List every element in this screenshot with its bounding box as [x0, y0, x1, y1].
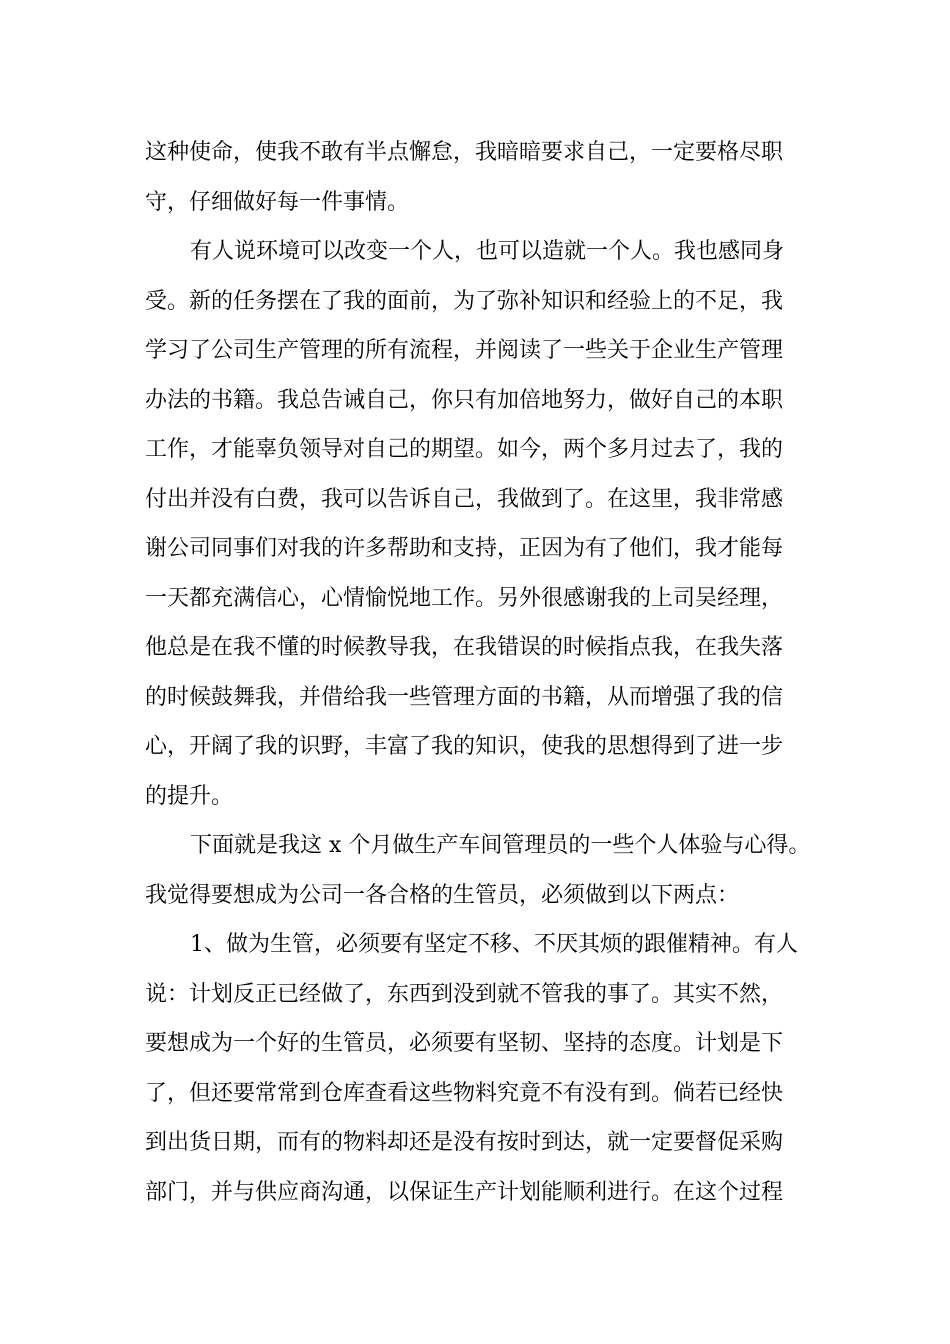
text-line: 办法的书籍。我总告诫自己，你只有加倍地努力，做好自己的本职 [145, 388, 784, 413]
text-line: 的时候鼓舞我，并借给我一些管理方面的书籍，从而增强了我的信 [145, 685, 784, 710]
text-line: 部门，并与供应商沟通，以保证生产计划能顺利进行。在这个过程 [145, 1180, 784, 1205]
text-line: 一天都充满信心，心情愉悦地工作。另外很感谢我的上司吴经理， [145, 586, 784, 611]
text-line: 这种使命，使我不敢有半点懈怠，我暗暗要求自己，一定要格尽职 [145, 140, 784, 165]
text-line: 到出货日期，而有的物料却还是没有按时到达，就一定要督促采购 [145, 1130, 784, 1155]
text-line: 他总是在我不懂的时候教导我，在我错误的时候指点我，在我失落 [145, 635, 784, 660]
text-line: 工作，才能辜负领导对自己的期望。如今，两个多月过去了，我的 [145, 437, 784, 462]
text-line: 受。新的任务摆在了我的面前，为了弥补知识和经验上的不足，我 [145, 289, 784, 314]
text-line: 守，仔细做好每一件事情。 [145, 190, 410, 215]
text-line: 要想成为一个好的生管员，必须要有坚韧、坚持的态度。计划是下 [145, 1031, 784, 1056]
paragraph-start-line: 1、做为生管，必须要有坚定不移、不厌其烦的跟催精神。有人 [190, 932, 798, 957]
text-line: 了，但还要常常到仓库查看这些物料究竟不有没有到。倘若已经快 [145, 1081, 784, 1106]
text-line: 心，开阔了我的识野，丰富了我的知识，使我的思想得到了进一步 [145, 734, 784, 759]
text-line: 说：计划反正已经做了，东西到没到就不管我的事了。其实不然， [145, 982, 784, 1007]
text-line: 谢公司同事们对我的许多帮助和支持，正因为有了他们，我才能每 [145, 536, 784, 561]
paragraph-start-line: 有人说环境可以改变一个人，也可以造就一个人。我也感同身 [190, 239, 785, 264]
text-line: 我觉得要想成为公司一各合格的生管员，必须做到以下两点： [145, 883, 740, 908]
paragraph-start-line: 下面就是我这 x 个月做生产车间管理员的一些个人体验与心得。 [190, 833, 811, 858]
text-line: 的提升。 [145, 784, 234, 809]
text-line: 付出并没有白费，我可以告诉自己，我做到了。在这里，我非常感 [145, 487, 784, 512]
text-line: 学习了公司生产管理的所有流程，并阅读了一些关于企业生产管理 [145, 338, 784, 363]
